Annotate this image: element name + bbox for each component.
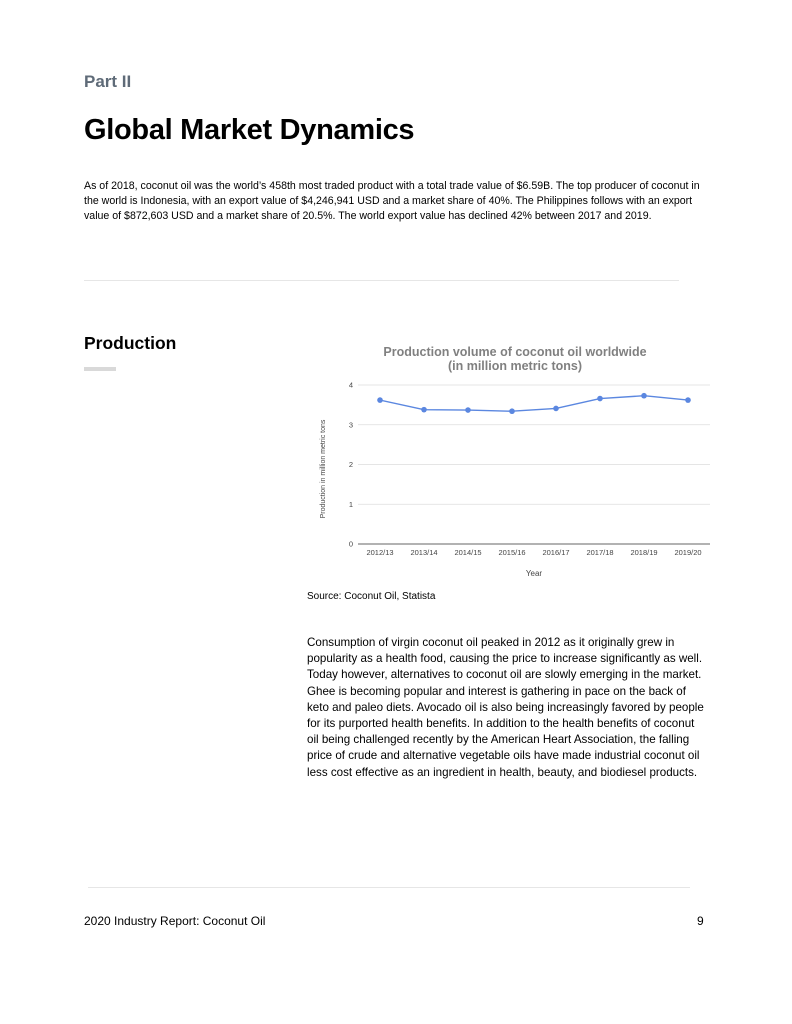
x-tick-label: 2018/19: [630, 548, 658, 557]
body-paragraph: Consumption of virgin coconut oil peaked in 2012 as it originally grew in popularity as a health food, causing the price to increase significantly as well. Today however, alternatives to coconut oil are slowly emerging in the market. Ghee is becoming popular and interest is gathering in pace on the back of keto and paleo diets. Avocado oil is also being increasingly favored by people for its purported health benefits. In addition to the health benefits of coconut oil being challenged recently by the American Heart Association, the falling price of crude and alternative vegetable oils have made industrial coconut oil less cost effective as an ingredient in health, beauty, and biodiesel products.: [307, 636, 704, 779]
y-tick-label: 2: [348, 460, 353, 469]
page-title: Global Market Dynamics: [84, 114, 415, 146]
section-heading: Production: [84, 333, 177, 353]
x-tick-label: 2019/20: [674, 548, 702, 557]
section-heading-underline: [84, 367, 116, 371]
footer-report-title: 2020 Industry Report: Coconut Oil: [84, 914, 266, 928]
page-number: 9: [697, 914, 704, 928]
chart-source: Source: Coconut Oil, Statista: [307, 591, 436, 602]
data-point: [377, 397, 383, 403]
x-axis-label: Year: [525, 569, 543, 578]
data-point: [597, 396, 603, 402]
part-label: Part II: [84, 72, 132, 91]
x-tick-label: 2014/15: [454, 548, 482, 557]
y-tick-label: 4: [348, 380, 353, 390]
y-axis-label: Production in million metric tons: [320, 419, 327, 519]
data-point: [641, 393, 647, 399]
y-tick-label: 3: [348, 420, 353, 430]
footer-divider: [88, 887, 690, 888]
production-chart: [306, 338, 716, 583]
data-point: [553, 406, 559, 412]
x-tick-label: 2017/18: [586, 548, 614, 557]
chart-title-line-1: Production volume of coconut oil worldwide: [383, 345, 647, 359]
production-line-chart: [306, 338, 716, 583]
y-tick-label: 0: [348, 539, 353, 549]
intro-paragraph: As of 2018, coconut oil was the world’s 458th most traded product with a total trade value of $6.59B. The top producer of coconut in the world is Indonesia, with an export value of $4,246,941 USD and a market share of 40%. The Philippines follows with an export value of $872,603 USD and a market share of 20.5%. The world export value has declined 42% between 2017 and 2019.: [84, 180, 700, 222]
x-tick-label: 2012/13: [366, 548, 394, 557]
x-tick-label: 2013/14: [410, 548, 438, 557]
data-point: [421, 407, 427, 413]
data-point: [685, 397, 691, 403]
data-point: [465, 407, 471, 413]
section-divider: [84, 280, 679, 281]
x-tick-label: 2015/16: [498, 548, 526, 557]
y-tick-label: 1: [348, 499, 353, 509]
x-tick-label: 2016/17: [542, 548, 570, 557]
chart-title-line-2: (in million metric tons): [447, 359, 583, 373]
data-point: [509, 408, 515, 414]
